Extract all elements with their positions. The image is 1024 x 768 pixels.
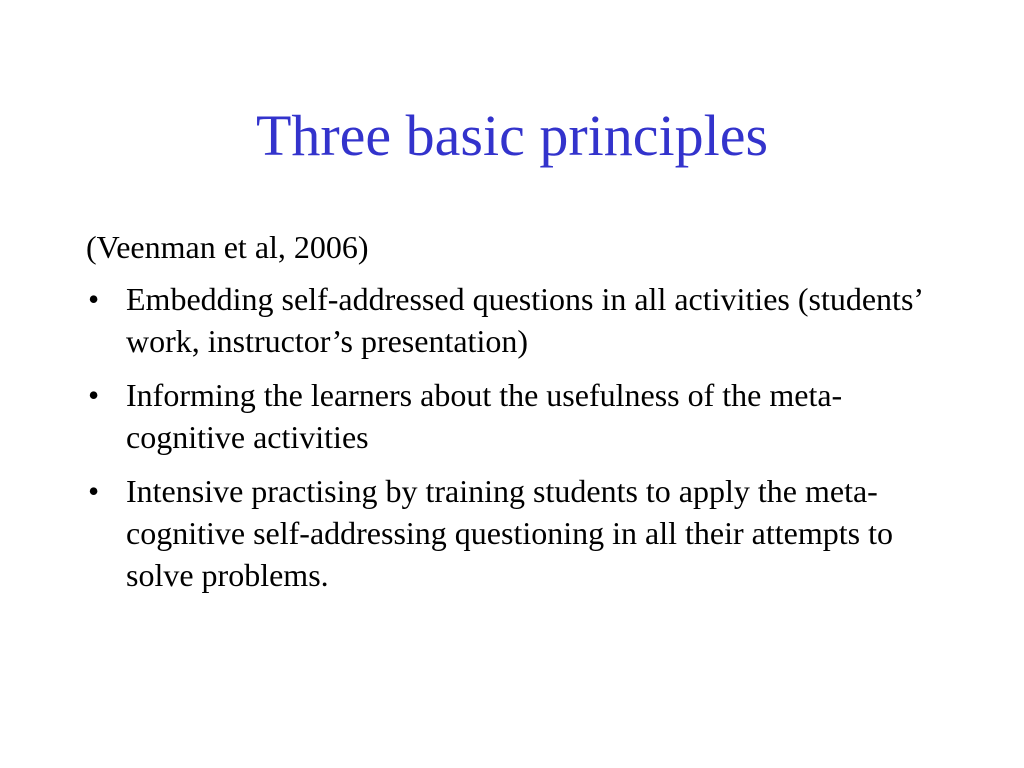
slide-title: Three basic principles [255, 103, 769, 168]
slide-body [86, 226, 936, 608]
bullet-icon: • [88, 473, 100, 509]
citation: (Veenman et al, 2006) [86, 229, 369, 265]
bullet-text: Embedding self-addressed questions in all activities (students’ work, instructor’s presentation) [126, 281, 922, 359]
bullet-item [86, 470, 936, 596]
bullet-item [86, 374, 936, 458]
bullet-item [86, 278, 936, 362]
bullet-text: Intensive practising by training students to apply the meta-cognitive self-addressing questioning in all their attempts to solve problems. [126, 473, 893, 593]
bullet-icon: • [88, 377, 100, 413]
bullet-text: Informing the learners about the usefulness of the meta-cognitive activities [126, 377, 843, 455]
bullet-list [86, 278, 936, 596]
bullet-icon: • [88, 281, 100, 317]
